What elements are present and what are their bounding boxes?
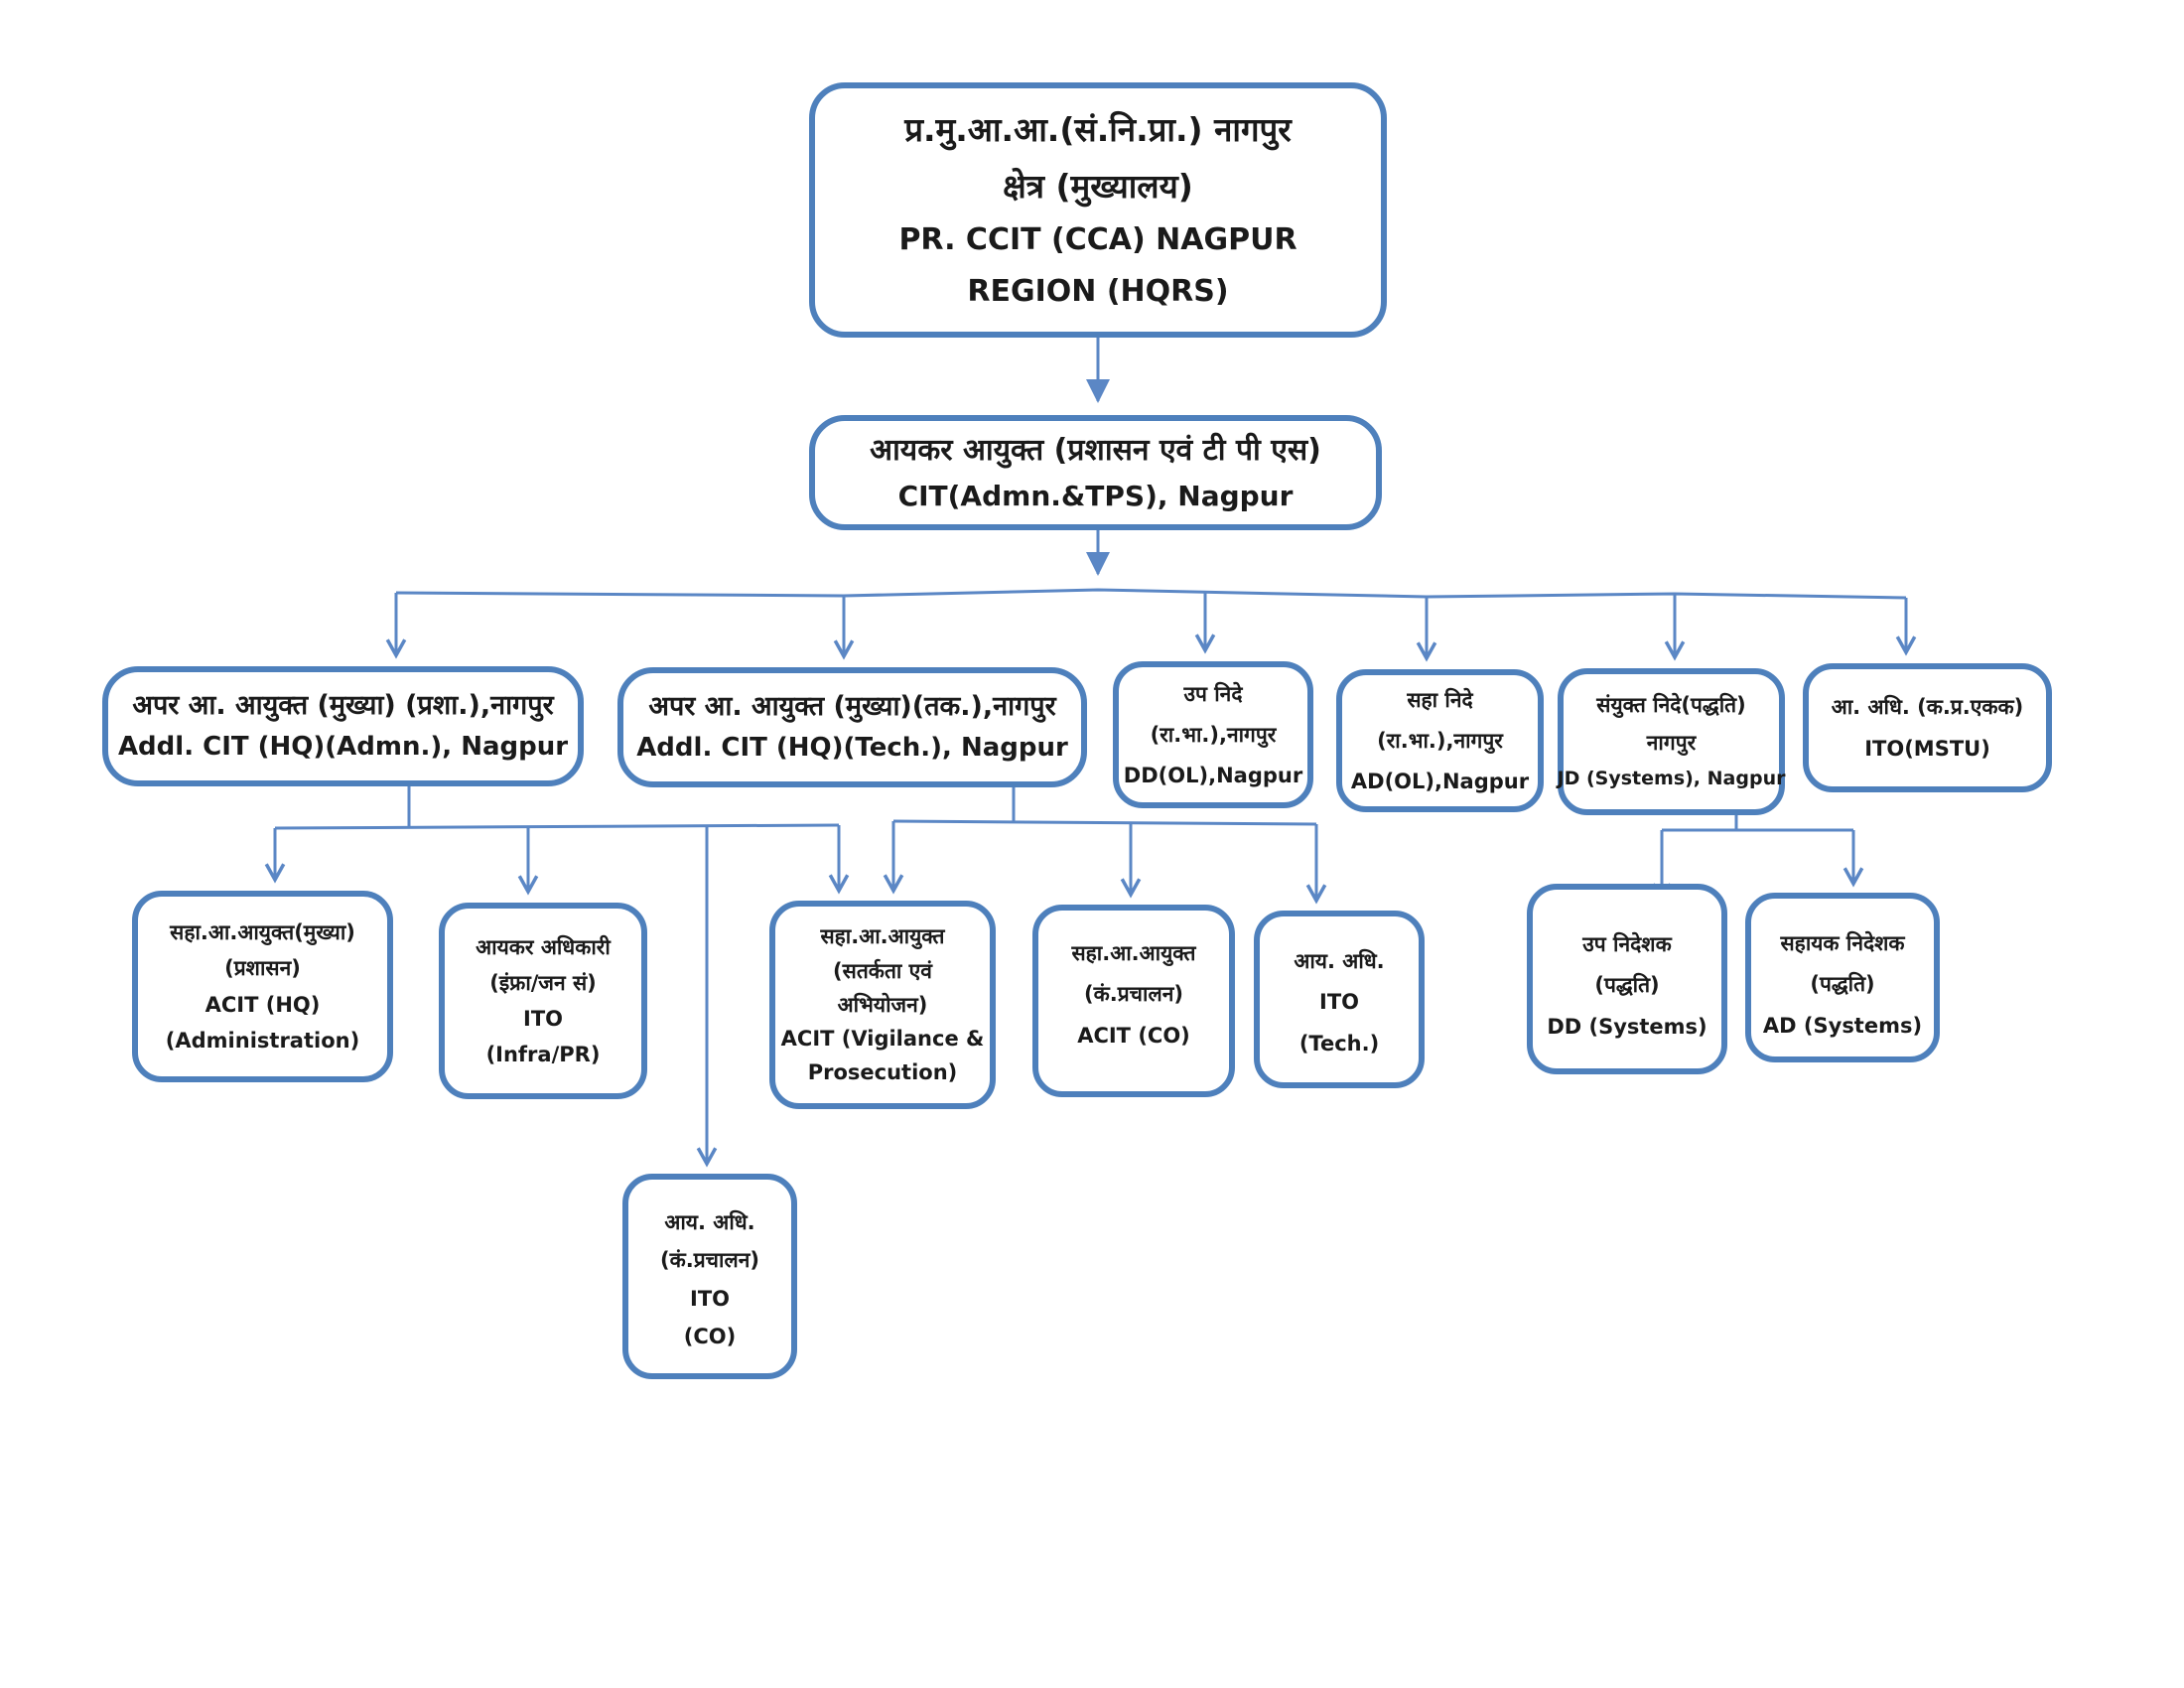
node-line: आ. अधि. (क.प्र.एकक) <box>1831 695 2024 720</box>
node-line: Addl. CIT (HQ)(Tech.), Nagpur <box>636 733 1068 764</box>
node-line: (Administration) <box>165 1028 360 1053</box>
node-line: सहा.आ.आयुक्त(मुख्या) <box>170 920 355 944</box>
node-cit-admn-tps <box>809 415 1382 530</box>
node-line: उप निदेशक <box>1582 932 1672 956</box>
node-line: ITO <box>1319 990 1359 1015</box>
node-acit-vigilance-prosecution <box>769 901 996 1109</box>
node-ad-systems <box>1745 893 1940 1062</box>
node-acit-hq-admin <box>132 891 393 1082</box>
node-line: सहा निदे <box>1407 687 1473 712</box>
node-line: (इंफ्रा/जन सं) <box>489 970 597 995</box>
node-line: ACIT (Vigilance & <box>780 1027 985 1052</box>
node-line: DD (Systems) <box>1547 1014 1707 1039</box>
node-line: अभियोजन) <box>837 992 928 1017</box>
node-line: PR. CCIT (CCA) NAGPUR <box>898 221 1297 257</box>
node-line: आय. अधि. <box>1294 949 1385 973</box>
node-addl-cit-admn <box>102 666 584 786</box>
node-line: ACIT (CO) <box>1077 1023 1190 1048</box>
node-ito-tech <box>1254 911 1425 1088</box>
connector-l2-l3 <box>396 529 1906 658</box>
node-line: ITO(MSTU) <box>1864 736 1990 761</box>
node-acit-co <box>1032 905 1235 1097</box>
node-line: सहायक निदेशक <box>1780 931 1905 955</box>
node-line: (कं.प्रचालन) <box>1084 982 1183 1007</box>
node-line: (Infra/PR) <box>485 1043 601 1067</box>
node-line: AD (Systems) <box>1762 1013 1923 1038</box>
node-line: Prosecution) <box>807 1060 958 1085</box>
node-line: JD (Systems), Nagpur <box>1557 768 1786 790</box>
node-line: अपर आ. आयुक्त (मुख्या) (प्रशा.),नागपुर <box>132 690 554 722</box>
node-line: (पद्धति) <box>1594 973 1660 998</box>
node-line: (CO) <box>683 1324 737 1348</box>
node-line: नागपुर <box>1646 731 1697 756</box>
node-ito-mstu <box>1803 663 2052 792</box>
node-line: AD(OL),Nagpur <box>1350 770 1530 794</box>
node-line: (कं.प्रचालन) <box>660 1248 759 1273</box>
node-line: अपर आ. आयुक्त (मुख्या)(तक.),नागपुर <box>648 691 1056 723</box>
node-line: सहा.आ.आयुक्त <box>820 924 945 949</box>
node-line: ITO <box>523 1007 563 1031</box>
node-line: (रा.भा.),नागपुर <box>1377 728 1503 753</box>
node-line: उप निदे <box>1183 681 1243 706</box>
node-line: ITO <box>690 1286 730 1311</box>
node-pr-ccit-cca-nagpur <box>809 82 1387 338</box>
node-line: DD(OL),Nagpur <box>1123 764 1303 788</box>
node-line: REGION (HQRS) <box>967 274 1229 310</box>
node-ito-co <box>622 1174 797 1379</box>
node-line: सहा.आ.आयुक्त <box>1071 941 1196 965</box>
node-dd-systems <box>1527 884 1727 1074</box>
node-line: आय. अधि. <box>664 1210 755 1234</box>
node-line: आयकर आयुक्त (प्रशासन एवं टी पी एस) <box>870 433 1321 469</box>
node-line: क्षेत्र (मुख्यालय) <box>1003 166 1193 206</box>
node-line: (सतर्कता एवं <box>833 958 932 983</box>
node-line: संयुक्त निदे(पद्धति) <box>1596 692 1746 717</box>
node-ad-ol <box>1336 669 1544 812</box>
node-line: (Tech.) <box>1298 1031 1380 1055</box>
node-line: (रा.भा.),नागपुर <box>1150 722 1277 747</box>
node-line: (प्रशासन) <box>224 956 301 981</box>
node-line: Addl. CIT (HQ)(Admn.), Nagpur <box>117 732 569 763</box>
node-dd-ol <box>1113 661 1313 808</box>
node-line: आयकर अधिकारी <box>476 934 611 959</box>
node-line: प्र.मु.आ.आ.(सं.नि.प्रा.) नागपुर <box>904 110 1292 150</box>
node-jd-systems <box>1558 668 1785 815</box>
node-line: CIT(Admn.&TPS), Nagpur <box>897 479 1294 512</box>
node-ito-infra-pr <box>439 903 647 1099</box>
node-line: (पद्धति) <box>1810 972 1875 997</box>
node-line: ACIT (HQ) <box>205 992 321 1017</box>
node-addl-cit-tech <box>617 667 1087 787</box>
